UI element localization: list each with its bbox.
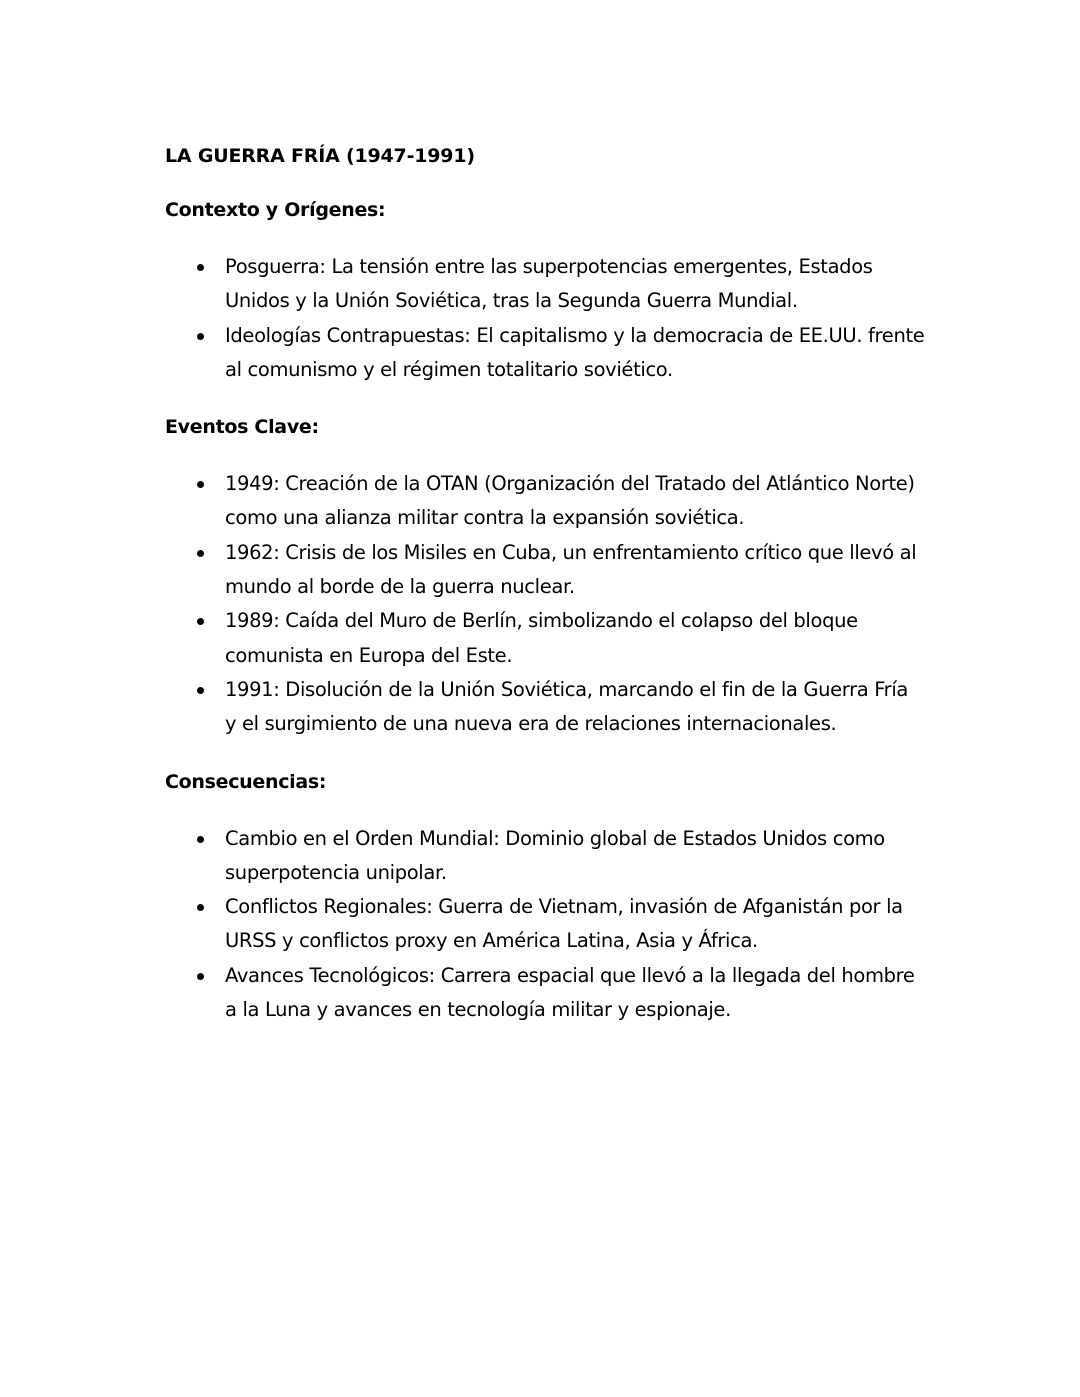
list-item — [165, 890, 925, 959]
bullet-icon — [197, 481, 204, 488]
list-item-text: Avances Tecnológicos: Carrera espacial que llevó a la llegada del hombre a la Luna y avances en tecnología militar y espionaje. — [225, 963, 915, 1022]
list-item-text: Ideologías Contrapuestas: El capitalismo y la democracia de EE.UU. frente al comunismo y el régimen totalitario soviético. — [225, 323, 925, 381]
list-item — [165, 959, 925, 1028]
bullet-icon — [197, 973, 204, 980]
list-item-text: 1949: Creación de la OTAN (Organización del Tratado del Atlántico Norte) como una alianza militar contra la expansión soviética. — [225, 472, 915, 530]
bullet-icon — [197, 264, 204, 271]
section-heading-eventos: Eventos Clave: — [165, 416, 319, 439]
document-title: LA GUERRA FRÍA (1947-1991) — [165, 145, 475, 167]
document-page — [165, 143, 925, 1054]
list-item — [165, 536, 925, 605]
list-item — [165, 250, 925, 319]
bullet-icon — [197, 333, 204, 340]
bullet-icon — [197, 550, 204, 557]
bullet-icon — [197, 904, 204, 911]
bullet-icon — [197, 687, 204, 694]
list-item — [165, 604, 925, 673]
bullet-list-eventos — [165, 467, 925, 741]
list-item-text: Posguerra: La tensión entre las superpotencias emergentes, Estados Unidos y la Unión Soviética, tras la Segunda Guerra Mundial. — [225, 255, 873, 313]
bullet-icon — [197, 836, 204, 843]
list-item-text: Conflictos Regionales: Guerra de Vietnam, invasión de Afganistán por la URSS y conflictos proxy en América Latina, Asia y África. — [225, 895, 903, 953]
bullet-list-consecuencias — [165, 822, 925, 1028]
list-item-text: 1991: Disolución de la Unión Soviética, marcando el fin de la Guerra Fría y el surgimiento de una nueva era de relaciones internacionales. — [225, 677, 908, 736]
list-item-text: 1989: Caída del Muro de Berlín, simbolizando el colapso del bloque comunista en Europa del Este. — [225, 609, 858, 667]
list-item — [165, 319, 925, 388]
list-item — [165, 822, 925, 891]
list-item-text: Cambio en el Orden Mundial: Dominio global de Estados Unidos como superpotencia unipolar. — [225, 826, 885, 884]
section-heading-consecuencias: Consecuencias: — [165, 770, 327, 793]
bullet-list-contexto — [165, 250, 925, 387]
list-item — [165, 673, 925, 742]
section-heading-contexto: Contexto y Orígenes: — [165, 199, 386, 221]
list-item-text: 1962: Crisis de los Misiles en Cuba, un enfrentamiento crítico que llevó al mundo al borde de la guerra nuclear. — [225, 540, 917, 599]
list-item — [165, 467, 925, 536]
bullet-icon — [197, 618, 204, 625]
